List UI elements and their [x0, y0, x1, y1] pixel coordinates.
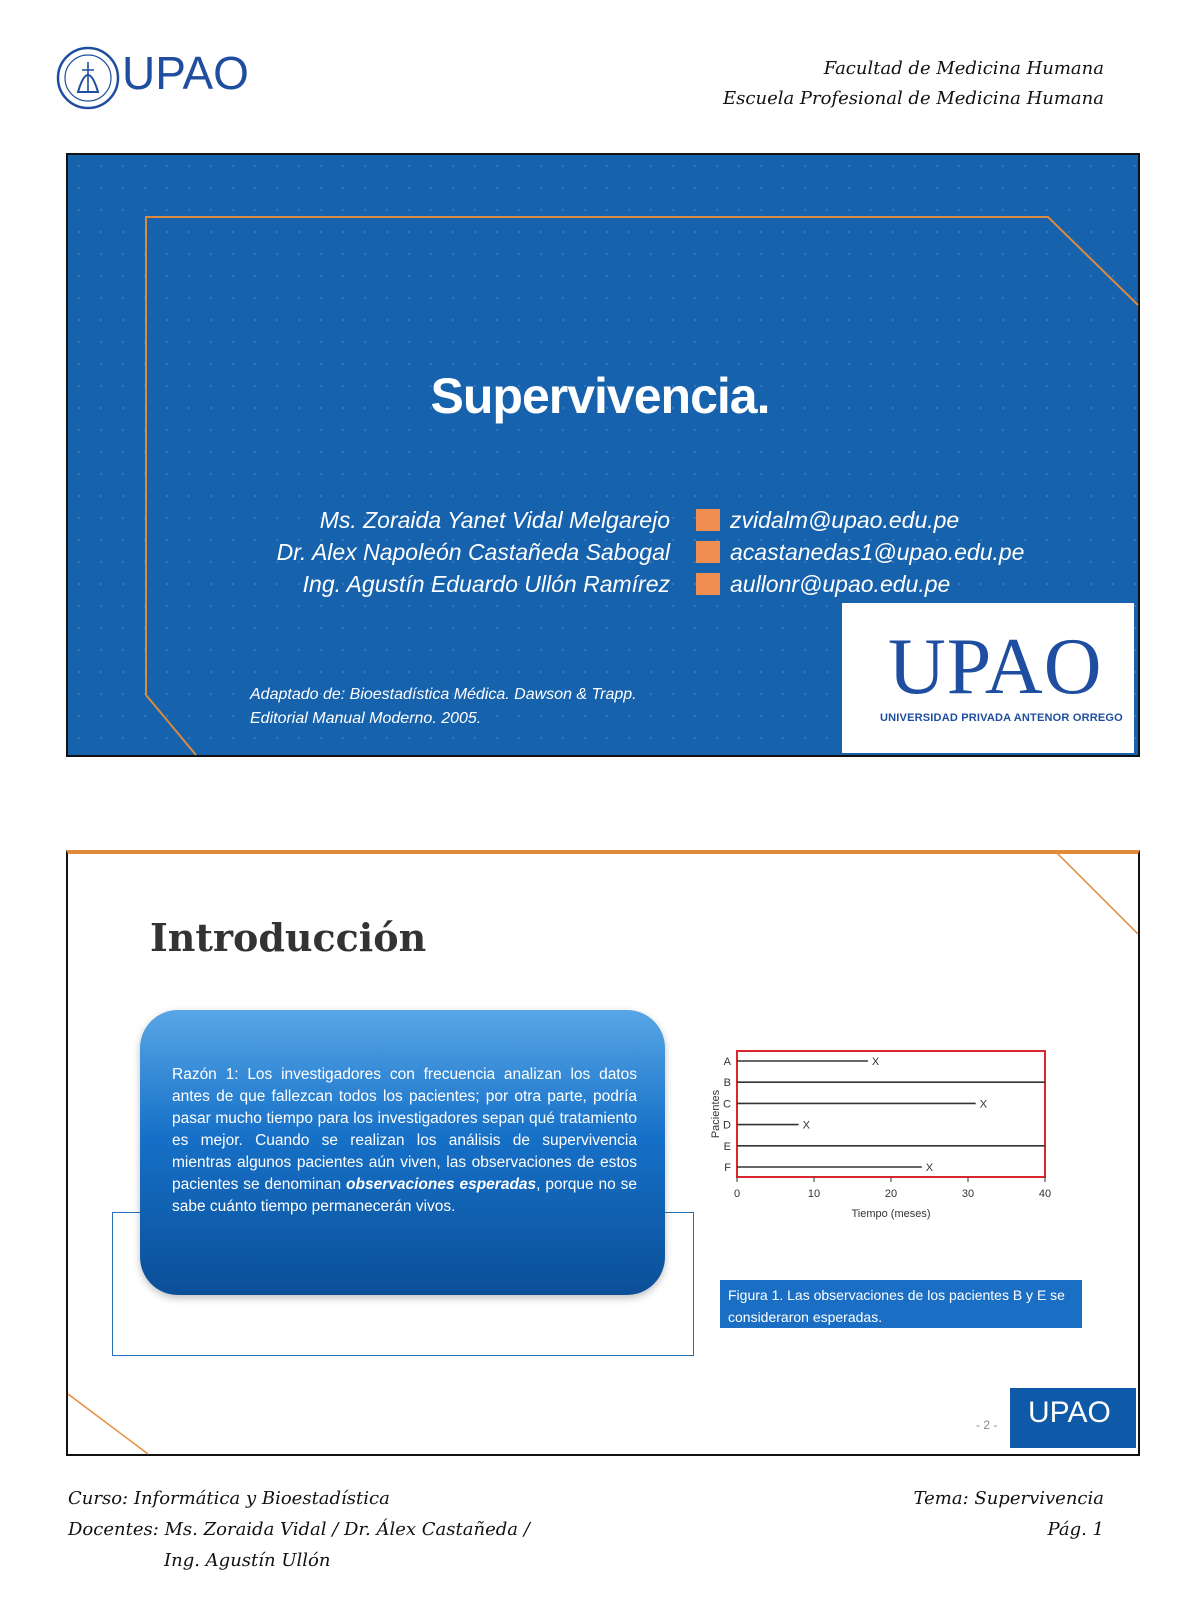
authors-list	[210, 504, 670, 600]
email-1[interactable]: zvidalm@upao.edu.pe	[730, 507, 960, 533]
patient-label-d: D	[723, 1119, 731, 1132]
teachers-line-2: Ing. Agustín Ullón	[164, 1550, 331, 1571]
patient-label-b: B	[723, 1077, 731, 1090]
reason-text-part: , porque no se sabe cuánto tiempo permanecerán vivos.	[172, 1176, 637, 1215]
patient-label-c: C	[723, 1098, 731, 1111]
email-row	[696, 504, 1024, 536]
x-axis-label: Tiempo (meses)	[851, 1208, 931, 1220]
email-row	[696, 536, 1024, 568]
university-seal-icon	[56, 40, 122, 118]
square-bullet-icon	[696, 509, 720, 531]
brand-wordmark: UPAO	[888, 623, 1103, 711]
brand-tag-wordmark: UPAO	[1028, 1396, 1111, 1429]
author-1: Ms. Zoraida Yanet Vidal Melgarejo	[319, 507, 670, 533]
citation-line-1: Adaptado de: Bioestadística Médica. Dawson & Trapp.	[250, 686, 637, 703]
course-name: Curso: Informática y Bioestadística	[68, 1488, 390, 1509]
patient-label-e: E	[723, 1140, 731, 1153]
patient-label-a: A	[723, 1056, 731, 1068]
email-row	[696, 568, 1024, 600]
author-3: Ing. Agustín Eduardo Ullón Ramírez	[302, 571, 670, 597]
emails-list	[696, 504, 1024, 600]
reason-text	[172, 1064, 637, 1218]
page-label: Pág. 1	[1047, 1519, 1104, 1540]
topic-name: Tema: Supervivencia	[913, 1488, 1104, 1509]
presentation-title: Supervivencia.	[430, 368, 770, 424]
x-tick-label: 10	[807, 1188, 821, 1200]
faculty-name: Facultad de Medicina Humana	[823, 58, 1104, 79]
square-bullet-icon	[696, 541, 720, 563]
square-bullet-icon	[696, 573, 720, 595]
x-tick-label: 20	[884, 1188, 898, 1200]
x-tick-label: 0	[733, 1188, 741, 1200]
figure-caption: Figura 1. Las observaciones de los pacientes B y E se consideraron esperadas.	[720, 1280, 1082, 1328]
logo-wordmark: UPAO	[122, 47, 249, 99]
event-marker: X	[802, 1119, 810, 1132]
teachers-line: Docentes: Ms. Zoraida Vidal / Dr. Álex Castañeda /	[68, 1519, 530, 1540]
plot-frame	[737, 1051, 1045, 1177]
reason-text-part: Razón 1: Los investigadores con frecuencia analizan los datos antes de que fallezcan todos los pacientes; por otra parte, podría pasar mucho tiempo para los investigadores sepan qué tratamiento es mejor. Cuando se realizan los análisis de supervivencia mientras algunos pacientes aún viven, las observaciones de estos pacientes se denominan	[172, 1066, 637, 1193]
x-tick-label: 30	[961, 1188, 975, 1200]
survival-chart	[710, 1045, 1085, 1260]
footer-course-info	[68, 1483, 530, 1576]
x-tick-label: 40	[1038, 1188, 1052, 1200]
event-marker: X	[871, 1056, 880, 1068]
slide-heading: Introducción	[150, 915, 427, 960]
brand-subtitle: UNIVERSIDAD PRIVADA ANTENOR ORREGO	[880, 712, 1123, 724]
patient-label-f: F	[724, 1162, 731, 1174]
faculty-header	[723, 54, 1104, 114]
event-marker: X	[979, 1098, 988, 1111]
reason-text-emphasis: observaciones esperadas	[346, 1176, 537, 1193]
author-2: Dr. Alex Napoleón Castañeda Sabogal	[276, 539, 670, 565]
citation-line-2: Editorial Manual Moderno. 2005.	[250, 710, 482, 727]
event-marker: X	[925, 1162, 934, 1174]
email-2[interactable]: acastanedas1@upao.edu.pe	[730, 539, 1025, 565]
email-3[interactable]: aullonr@upao.edu.pe	[730, 571, 951, 597]
footer-topic-info	[914, 1483, 1104, 1545]
school-name: Escuela Profesional de Medicina Humana	[723, 88, 1104, 109]
source-citation	[250, 683, 637, 731]
y-axis-label: Pacientes	[710, 1089, 722, 1139]
slide-page-number: - 2 -	[976, 1418, 998, 1432]
